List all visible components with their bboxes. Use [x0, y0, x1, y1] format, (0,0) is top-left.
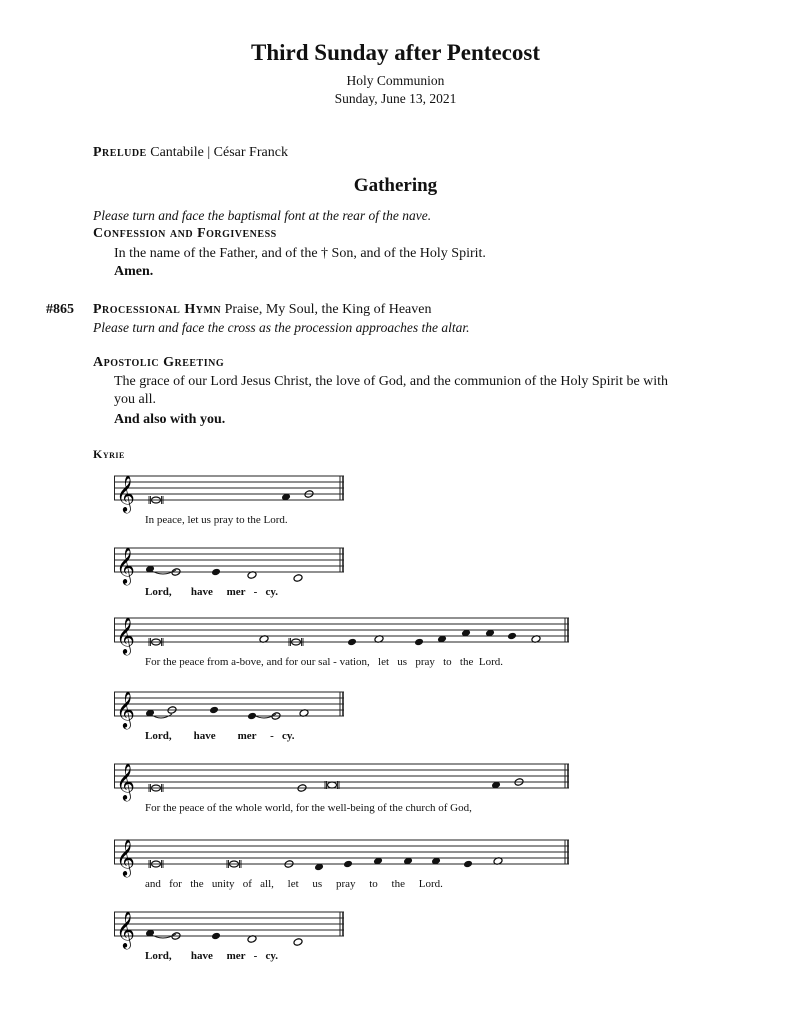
kyrie-lyrics: Lord, have mer - cy.: [145, 730, 295, 742]
hymn-instruction: Please turn and face the cross as the procession approaches the altar.: [93, 320, 470, 335]
treble-clef-icon: 𝄞: [116, 762, 135, 800]
greeting-text-1: The grace of our Lord Jesus Christ, the love of God, and the communion of the Holy Spirit be with: [114, 374, 669, 389]
kyrie-lyrics: In peace, let us pray to the Lord.: [145, 514, 288, 526]
treble-clef-icon: 𝄞: [116, 690, 135, 728]
hymn-line: [93, 302, 431, 318]
confession-response: Amen.: [114, 264, 154, 279]
prelude-text: Cantabile | César Franck: [150, 145, 288, 160]
greeting-response: And also with you.: [114, 412, 226, 427]
greeting-text-2: you all.: [114, 392, 156, 407]
treble-clef-icon: 𝄞: [116, 910, 135, 948]
treble-clef-icon: 𝄞: [116, 474, 135, 512]
kyrie-lyrics: and for the unity of all, let us pray to the Lord.: [145, 878, 443, 890]
hymn-title: Praise, My Soul, the King of Heaven: [224, 302, 432, 317]
kyrie-lyrics: Lord, have mer - cy.: [145, 950, 279, 962]
prelude-line: [93, 145, 288, 161]
hymn-number: #865: [46, 302, 74, 317]
service-name: Holy Communion: [346, 73, 445, 88]
prelude-label: Prelude: [93, 145, 147, 160]
kyrie-staff: [114, 902, 348, 948]
treble-clef-icon: 𝄞: [116, 838, 135, 876]
service-date: Sunday, June 13, 2021: [334, 91, 457, 106]
kyrie-staff: [114, 682, 348, 728]
page-title: Third Sunday after Pentecost: [251, 40, 540, 65]
kyrie-lyrics: Lord, have mer - cy.: [145, 586, 279, 598]
hymn-label: Processional Hymn: [93, 302, 222, 317]
kyrie-staff: [114, 608, 573, 654]
kyrie-staff: [114, 830, 573, 876]
kyrie-lyrics: For the peace from a-bove, and for our sal - vation, let us pray to the Lord.: [145, 656, 504, 668]
kyrie-lyrics: For the peace of the whole world, for the well-being of the church of God,: [145, 802, 472, 814]
gathering-heading: Gathering: [353, 175, 438, 196]
kyrie-staff: [114, 754, 573, 800]
confession-label: Confession and Forgiveness: [93, 226, 277, 241]
kyrie-staff: [114, 538, 348, 584]
treble-clef-icon: 𝄞: [116, 616, 135, 654]
kyrie-label: Kyrie: [93, 447, 125, 461]
confession-text: In the name of the Father, and of the † Son, and of the Holy Spirit.: [114, 246, 486, 261]
greeting-label: Apostolic Greeting: [93, 355, 225, 370]
kyrie-staff: [114, 466, 348, 512]
treble-clef-icon: 𝄞: [116, 546, 135, 584]
gathering-instruction: Please turn and face the baptismal font at the rear of the nave.: [93, 208, 432, 223]
